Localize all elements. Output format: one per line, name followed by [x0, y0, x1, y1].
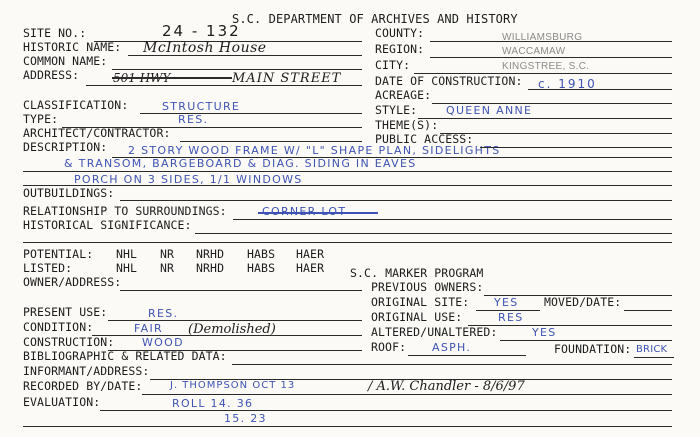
foundation-line — [634, 357, 674, 358]
listed-habs: HABS — [247, 261, 276, 275]
original-use-value: RES — [498, 311, 524, 324]
address-label: ADDRESS: — [23, 68, 80, 82]
classification-line — [140, 113, 362, 114]
evaluation-value-2: 15. 23 — [224, 412, 267, 425]
themes-label: THEME(S): — [375, 118, 439, 132]
potential-habs: HABS — [247, 247, 276, 261]
historic-name-value: McIntosh House — [143, 40, 267, 56]
potential-nr: NR — [160, 247, 175, 261]
style-value: QUEEN ANNE — [446, 104, 533, 117]
city-stamp: KINGSTREE, S.C. — [502, 61, 590, 72]
description-line-3: PORCH ON 3 SIDES, 1/1 WINDOWS — [74, 173, 303, 186]
original-use-label: ORIGINAL USE: — [371, 310, 463, 324]
common-name-line — [112, 69, 362, 70]
description-line-rule-3 — [23, 185, 672, 186]
potential-haer: HAER — [296, 247, 325, 261]
address-struck-value: 501 HWY — [113, 71, 171, 85]
informant-label: INFORMANT/ADDRESS: — [23, 364, 150, 378]
altered-line — [500, 340, 672, 341]
potential-label: POTENTIAL: — [23, 247, 94, 261]
potential-nhl: NHL — [116, 247, 138, 261]
evaluation-line — [100, 410, 672, 411]
outbuildings-label: OUTBUILDINGS: — [23, 186, 115, 200]
relationship-strikethrough — [258, 212, 378, 214]
foundation-value: BRICK — [636, 344, 668, 355]
present-use-line — [108, 320, 362, 321]
original-use-line — [468, 325, 672, 326]
construction-label: CONSTRUCTION: — [23, 335, 115, 349]
present-use-label: PRESENT USE: — [23, 305, 108, 319]
condition-value: FAIR — [134, 322, 163, 335]
relationship-line — [233, 219, 672, 220]
style-line — [418, 118, 672, 119]
historic-name-label: HISTORIC NAME: — [23, 40, 122, 54]
description-line-rule-2 — [23, 171, 672, 172]
previous-owners-label: PREVIOUS OWNERS: — [371, 280, 484, 294]
classification-label: CLASSIFICATION: — [23, 98, 129, 112]
region-line — [430, 57, 672, 58]
owner-line — [120, 290, 362, 291]
original-site-label: ORIGINAL SITE: — [371, 295, 470, 309]
site-no-label: SITE NO.: — [23, 26, 87, 40]
classification-value: STRUCTURE — [162, 100, 241, 113]
architect-label: ARCHITECT/CONTRACTOR: — [23, 126, 171, 140]
bibliographic-label: BIBLIOGRAPHIC & RELATED DATA: — [23, 349, 227, 363]
significance-line — [195, 233, 672, 234]
listed-nhl: NHL — [116, 261, 138, 275]
type-label: TYPE: — [23, 112, 59, 126]
relationship-struck-value: CORNER LOT — [262, 205, 347, 218]
condition-note: (Demolished) — [188, 322, 276, 337]
recorded-by-value: J. THOMPSON OCT 13 — [170, 380, 296, 391]
city-label: CITY: — [375, 58, 411, 72]
recorded-by-line — [142, 394, 672, 395]
outbuildings-line — [120, 200, 672, 201]
marker-program-label: S.C. MARKER PROGRAM — [350, 266, 484, 280]
roof-value: ASPH. — [432, 341, 472, 354]
region-stamp: WACCAMAW — [502, 46, 566, 57]
themes-line — [440, 133, 672, 134]
present-use-value: RES. — [148, 307, 179, 320]
date-construction-value: c. 1910 — [538, 77, 597, 91]
altered-label: ALTERED/UNALTERED: — [371, 325, 498, 339]
significance-label: HISTORICAL SIGNIFICANCE: — [23, 218, 192, 232]
architect-line — [180, 141, 362, 142]
bottom-line — [23, 426, 672, 427]
region-label: REGION: — [375, 42, 425, 56]
date-construction-label: DATE OF CONSTRUCTION: — [375, 74, 523, 88]
original-site-value: YES — [494, 296, 519, 309]
owner-label: OWNER/ADDRESS: — [23, 275, 122, 289]
county-stamp: WILLIAMSBURG — [502, 32, 583, 43]
listed-label: LISTED: — [23, 261, 73, 275]
card-title: S.C. DEPARTMENT OF ARCHIVES AND HISTORY — [232, 12, 518, 26]
condition-label: CONDITION: — [23, 320, 94, 334]
listed-haer: HAER — [296, 261, 325, 275]
description-line-1: 2 STORY WOOD FRAME W/ "L" SHAPE PLAN, SIDELIGHTS — [128, 144, 501, 157]
relationship-label: RELATIONSHIP TO SURROUNDINGS: — [23, 204, 227, 218]
listed-nrhd: NRHD — [196, 261, 225, 275]
public-access-label: PUBLIC ACCESS: — [375, 132, 474, 146]
acreage-label: ACREAGE: — [375, 88, 432, 102]
county-label: COUNTY: — [375, 26, 425, 40]
public-access-line — [480, 147, 672, 148]
recorded-by-value-2: / A.W. Chandler - 8/6/97 — [368, 379, 525, 394]
evaluation-value-1: ROLL 14. 36 — [172, 397, 254, 410]
bibliographic-line — [232, 364, 672, 365]
moved-date-line — [624, 310, 672, 311]
foundation-label: FOUNDATION: — [554, 342, 632, 356]
evaluation-label: EVALUATION: — [23, 395, 101, 409]
description-line-2: & TRANSOM, BARGEBOARD & DIAG. SIDING IN EAVES — [64, 157, 417, 170]
site-no-value: 24 - 132 — [162, 22, 241, 40]
roof-label: ROOF: — [371, 340, 407, 354]
address-strikethrough — [112, 77, 232, 79]
section-divider — [23, 242, 672, 243]
roof-line — [408, 355, 526, 356]
potential-nrhd: NRHD — [196, 247, 225, 261]
type-value: RES. — [178, 113, 209, 126]
style-label: STYLE: — [375, 103, 418, 117]
listed-nr: NR — [160, 261, 175, 275]
common-name-label: COMMON NAME: — [23, 54, 108, 68]
moved-date-label: MOVED/DATE: — [544, 295, 622, 309]
construction-value: WOOD — [142, 336, 184, 349]
address-value: MAIN STREET — [232, 71, 342, 86]
description-label: DESCRIPTION: — [23, 140, 108, 154]
altered-value: YES — [532, 326, 557, 339]
recorded-by-label: RECORDED BY/DATE: — [23, 379, 143, 393]
